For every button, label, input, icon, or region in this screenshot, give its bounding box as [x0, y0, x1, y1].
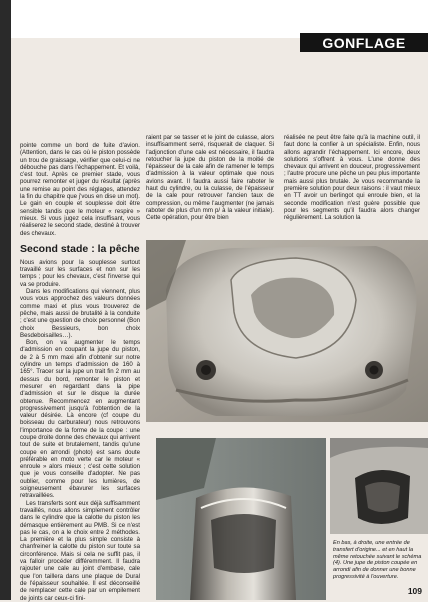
section-title: GONFLAGE	[300, 33, 428, 52]
transfer-port-photo	[330, 438, 428, 534]
page-number: 109	[407, 586, 422, 596]
piston-photo-image	[156, 438, 326, 600]
transfer-port-photo-image	[330, 438, 428, 534]
col1-para-3: Dans les modifications qui viennent, plus vous vous approchez des valeurs données comme maxi et plus vous trouverez de pêche, mais aussi de brutalité à la conduite ; c'est une question de choix personnel (Bon choix Bessieurs, bon choix Besdeboisailles…).	[20, 288, 140, 339]
column-1	[20, 142, 140, 602]
col1-para-2: Nous avions pour la souplesse surtout travaillé sur les surfaces et non sur les temps ; pour les chevaux, c'est l'inverse qui va se produire.	[20, 258, 140, 288]
column-3	[284, 134, 420, 252]
col1-para-1: pointe comme un bord de fuite d'avion. (Attention, dans le cas où le piston possède un trou de graissage, vérifier que celui-ci ne débouche pas dans l'échappement. Et voilà, c'est tout. Après ce premier stade, vous pourrez remonter et juger du résultat (après une remise au point des réglages, attendez la fin du chapitre que j'vous en dise un mot). Le gain en couple et souplesse doit être sensible tandis que le moteur « respire » mieux. Si vous jugez cela insuffisant, vous réaliserez le second stade, destiné à trouver des chevaux.	[20, 142, 140, 237]
piston-photo	[156, 438, 326, 600]
section-heading: Second stade : la pêche	[20, 242, 140, 255]
cylinder-photo	[146, 240, 428, 422]
photo-caption: En bas, à droite, une entrée de transfert d'origine... et en haut la même retouchée suivant le schéma (4). Une jupe de piston coupée en arrondi afin de donner une bonne progressivité à l'ouverture.	[333, 540, 422, 580]
col2-para-1: raient par se tasser et le joint de culasse, alors insuffisamment serré, risquerait de claquer. Si l'adjonction d'une cale est nécessaire, il faudra retoucher la jupe du piston de la moitié de l'épaisseur de la cale afin de ramener le temps d'admission à la valeur optimale que nous avions avant. Il faudra aussi faire raboter le haut du cylindre, ou la culasse, de l'épaisseur de la cale pour retrouver l'ancien taux de compression, ou même l'augmenter (ne jamais raboter de plus d'un mm p/ à la valeur initiale). Cette opération, pour être bien	[146, 134, 274, 222]
cylinder-photo-image	[146, 240, 428, 422]
column-2	[146, 134, 274, 254]
scan-edge	[0, 0, 11, 600]
col3-para-1: réalisée ne peut être faite qu'à la machine outil, il faut donc la confier à un spécialiste. Enfin, nous allons agrandir l'échappement. Ici encore, deux solutions s'offrent à vous. L'une donne des chevaux qui arrivent en douceur, progressivement ; l'autre procure une pêche un peu plus importante mais aussi plus brutale. Je vous recommande la première solution pour deux raisons : il vaut mieux en TT avoir un berlingot qui enroule bien, et la seconde modification n'est guère possible que pour les segments qu'il faudra alors changer régulièrement. La solution la	[284, 134, 420, 222]
col1-para-5: Les transferts sont eux déjà suffisamment travaillés, nous allons simplement contrôler dans le cylindre que la calotte du piston les démasque entièrement au PMB. Si ce n'est pas le cas, on a le choix entre 2 méthodes. La première et la plus simple consiste à chanfreiner la calotte du piston sur toute sa circonférence. Mais si cela ne suffit pas, il va falloir procéder différemment. Il faudra rajouter une cale au joint d'embase, cale que l'on taillera dans une plaque de Dural de l'épaisseur souhaitée. Il est déconseillé de remplacer cette cale par un empilement de joints car ceux-ci fini-	[20, 499, 140, 602]
col1-para-4: Bon, on va augmenter le temps d'admission en coupant la jupe du piston, de 2 à 5 mm maxi afin d'obtenir sur notre cylindre un temps d'admission de 160 à 165°. Tracer sur la jupe un trait fin 2 mm au dessus du bord, remonter le piston et mesurer en regardant dans la pipe d'admission et sur le disque la durée obtenue. Recommencez en augmentant progressivement jusqu'à l'obtention de la valeur désirée. Là encore (cf coupe du boisseau du carburateur) nous retrouvons l'importance de la forme de la coupe : une coupe droite donne des chevaux qui arrivent tout de suite et brutalement, tandis qu'une coupe en arrondi (photo) est sans doute préférable en moto verte car le moteur « enroule » alors mieux ; c'est cette solution que je vous conseille d'adopter. Ne pas oublier, comme pour les lumières, de soigneusement ébavurer les surfaces retravaillées.	[20, 339, 140, 500]
